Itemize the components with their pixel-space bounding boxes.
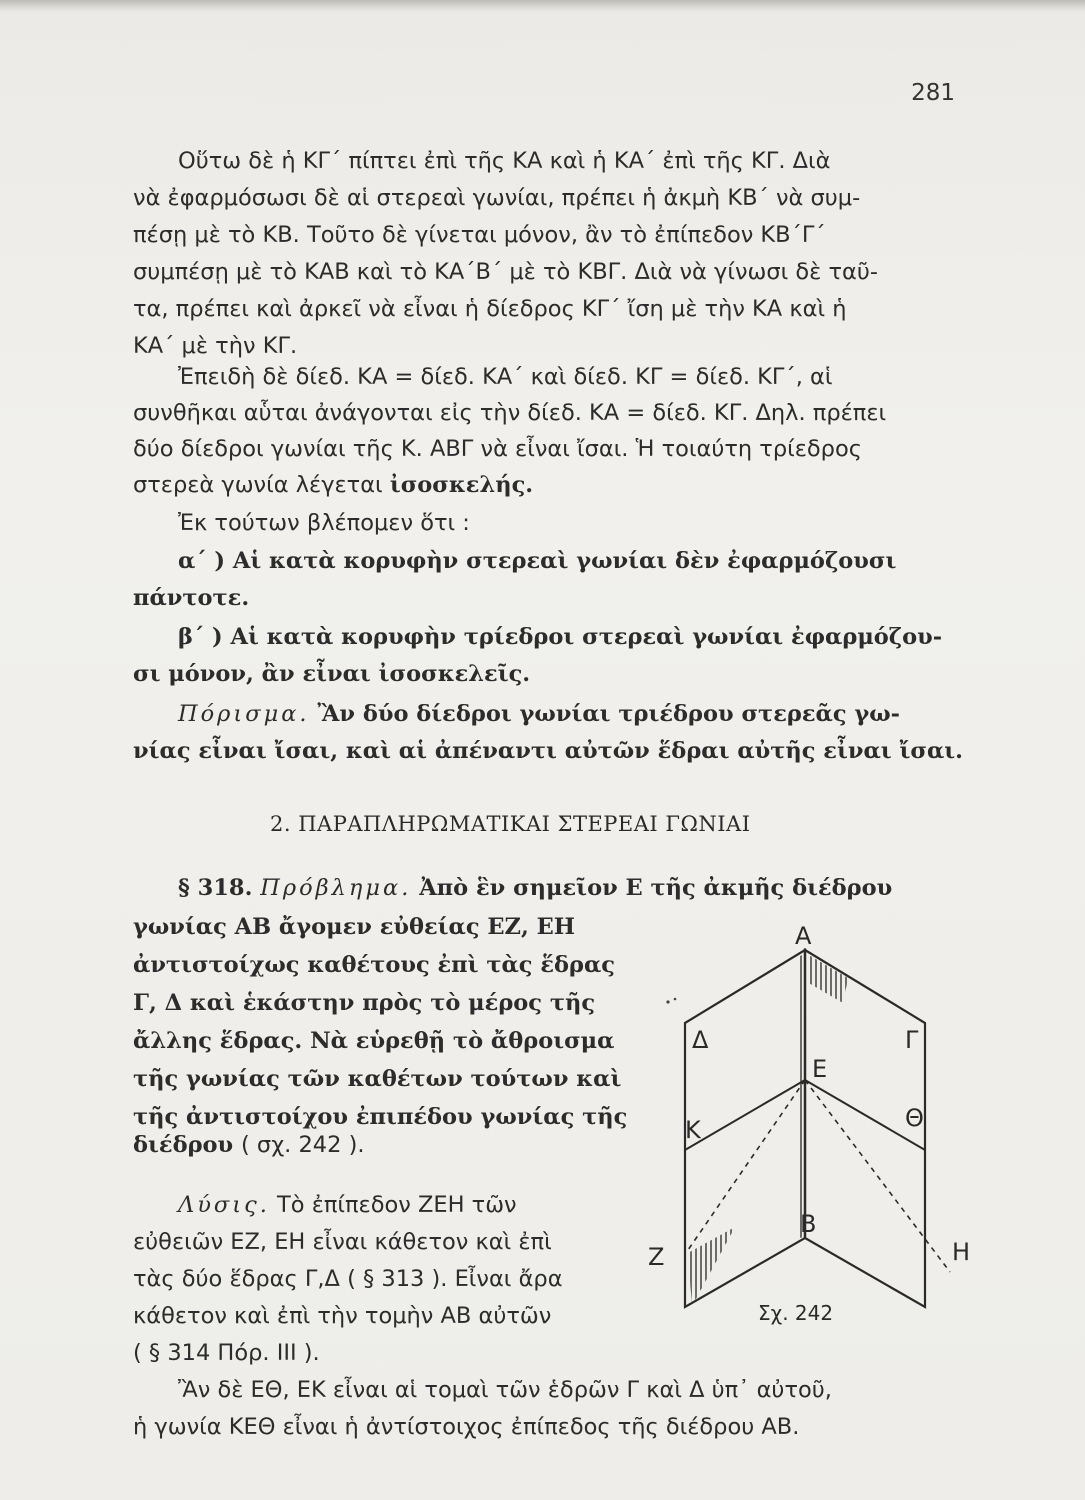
- problem-number: § 318.: [178, 875, 261, 901]
- label-z: Ζ: [648, 1243, 665, 1271]
- statement-a: α΄ ) Αἱ κατὰ κορυφὴν στερεαὶ γωνίαι δὲν ἐφαρμόζουσι: [178, 548, 897, 574]
- text-line: Ἂν δὲ ΕΘ, ΕΚ εἶναι αἱ τομαὶ τῶν ἑδρῶν Γ καὶ Δ ὑπ᾽ αὐτοῦ,: [178, 1377, 832, 1403]
- problem-line: τῆς ἀντιστοίχου ἐπιπέδου γωνίας τῆς: [133, 1104, 628, 1130]
- problem-line: [133, 1130, 365, 1160]
- figure-caption: Σχ. 242: [758, 1301, 834, 1325]
- figure-reference: ( σχ. 242 ).: [241, 1132, 365, 1158]
- corollary-text: Ἂν δύο δίεδροι γωνίαι τριέδρου στερεᾶς γω-: [309, 701, 900, 727]
- text-line: Ἐπειδὴ δὲ δίεδ. ΚΑ = δίεδ. ΚΑ΄ καὶ δίεδ. ΚΓ = δίεδ. ΚΓ΄, αἱ: [178, 364, 833, 390]
- stray-mark: [666, 1000, 669, 1003]
- label-th: Θ: [905, 1104, 924, 1132]
- page-edge-shadow: [0, 0, 1085, 12]
- solution-text: Τὸ ἐπίπεδον ΖΕΗ τῶν: [269, 1192, 517, 1218]
- text-line: ἡ γωνία ΚΕΘ εἶναι ἡ ἀντίστοιχος ἐπίπεδος τῆς διέδρου ΑΒ.: [133, 1414, 800, 1440]
- hatch-top: [807, 954, 848, 1003]
- problem-line: [178, 873, 892, 903]
- term-isoskeles: ἰσοσκελής.: [389, 472, 534, 498]
- text-line: ΚΑ΄ μὲ τὴν ΚΓ.: [133, 333, 298, 359]
- section-heading: 2. ΠΑΡΑΠΛΗΡΩΜΑΤΙΚΑΙ ΣΤΕΡΕΑΙ ΓΩΝΙΑΙ: [270, 812, 751, 836]
- statement-b-cont: σι μόνον, ἂν εἶναι ἰσοσκελεῖς.: [133, 661, 531, 687]
- label-d: Δ: [692, 1026, 709, 1054]
- problem-line: Γ, Δ καὶ ἑκάστην πρὸς τὸ μέρος τῆς: [133, 990, 596, 1016]
- problem-label: Πρόβλημα.: [260, 875, 412, 901]
- solution-line: [178, 1190, 517, 1220]
- solution-line: κάθετον καὶ ἐπὶ τὴν τομὴν ΑΒ αὐτῶν: [133, 1303, 552, 1329]
- solution-label: Λύσις.: [178, 1192, 270, 1218]
- problem-line: ἄλλης ἕδρας. Νὰ εὑρεθῇ τὸ ἄθροισμα: [133, 1028, 615, 1054]
- line-ek: [685, 1080, 805, 1150]
- label-g: Γ: [905, 1026, 919, 1054]
- label-k: Κ: [685, 1116, 701, 1144]
- text-line: νὰ ἐφαρμόσωσι δὲ αἱ στερεαὶ γωνίαι, πρέπει ἡ ἀκμὴ ΚΒ΄ νὰ συμ-: [133, 185, 861, 211]
- statement-b: β΄ ) Αἱ κατὰ κορυφὴν τρίεδροι στερεαὶ γωνίαι ἐφαρμόζου-: [178, 624, 943, 650]
- label-b: Β: [800, 1210, 817, 1238]
- line-ez: [688, 1080, 805, 1250]
- stray-mark: [674, 998, 677, 1001]
- solution-line: εὐθειῶν ΕΖ, ΕΗ εἶναι κάθετον καὶ ἐπὶ: [133, 1229, 552, 1255]
- problem-line: ἀντιστοίχως καθέτους ἐπὶ τὰς ἕδρας: [133, 952, 616, 978]
- text-line: συνθῆκαι αὗται ἀνάγονται εἰς τὴν δίεδ. ΚΑ = δίεδ. ΚΓ. Δηλ. πρέπει: [133, 400, 887, 426]
- problem-text: διέδρου: [133, 1132, 241, 1158]
- text-line: Οὕτω δὲ ἡ ΚΓ΄ πίπτει ἐπὶ τῆς ΚΑ καὶ ἡ ΚΑ΄ ἐπὶ τῆς ΚΓ. Διὰ: [178, 148, 831, 174]
- figure-242: [640, 920, 1000, 1340]
- label-h: Η: [952, 1238, 971, 1266]
- text-line: [133, 470, 533, 500]
- solution-line: τὰς δύο ἕδρας Γ,Δ ( § 313 ). Εἶναι ἄρα: [133, 1266, 563, 1292]
- line-eh: [805, 1080, 950, 1272]
- text-line: δύο δίεδροι γωνίαι τῆς Κ. ΑΒΓ νὰ εἶναι ἴσαι. Ἡ τοιαύτη τρίεδρος: [133, 436, 862, 462]
- statement-a-cont: πάντοτε.: [133, 585, 250, 611]
- text-line: Ἐκ τούτων βλέπομεν ὅτι :: [178, 510, 470, 536]
- solution-line: ( § 314 Πόρ. ΙΙΙ ).: [133, 1340, 320, 1366]
- text-line: τα, πρέπει καὶ ἀρκεῖ νὰ εἶναι ἡ δίεδρος ΚΓ΄ ἴση μὲ τὴν ΚΑ καὶ ἡ: [133, 296, 847, 322]
- corollary-line: [178, 699, 900, 729]
- text-line: συμπέσῃ μὲ τὸ ΚΑΒ καὶ τὸ ΚΑ΄Β΄ μὲ τὸ ΚΒΓ. Διὰ νὰ γίνωσι δὲ ταῦ-: [133, 259, 878, 285]
- corollary-line: νίας εἶναι ἴσαι, καὶ αἱ ἀπέναντι αὐτῶν ἕδραι αὐτῆς εἶναι ἴσαι.: [133, 738, 963, 764]
- page-number: 281: [911, 80, 955, 106]
- text-fragment: στερεὰ γωνία λέγεται: [133, 472, 390, 498]
- label-e: Ε: [812, 1055, 828, 1083]
- problem-line: γωνίας ΑΒ ἄγομεν εὐθείας ΕΖ, ΕΗ: [133, 914, 576, 940]
- label-a: Α: [795, 922, 812, 950]
- text-line: πέσῃ μὲ τὸ ΚΒ. Τοῦτο δὲ γίνεται μόνον, ἂν τὸ ἐπίπεδον ΚΒ΄Γ΄: [133, 222, 826, 248]
- problem-text: Ἀπὸ ἓν σημεῖον Ε τῆς ἀκμῆς διέδρου: [411, 875, 893, 901]
- problem-line: τῆς γωνίας τῶν καθέτων τούτων καὶ: [133, 1066, 622, 1092]
- corollary-label: Πόρισμα.: [178, 701, 310, 727]
- dihedral-diagram: [640, 920, 1000, 1340]
